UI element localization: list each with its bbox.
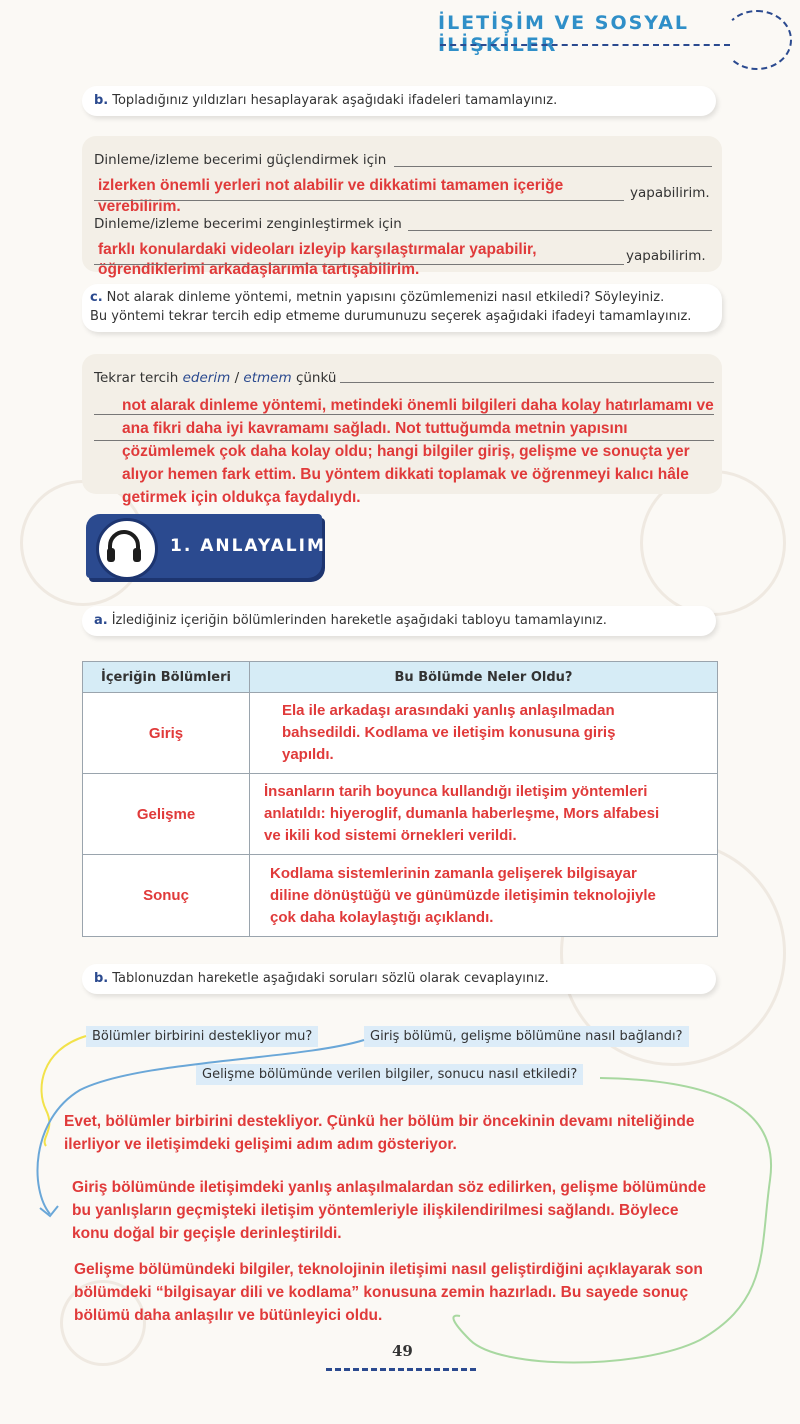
instruction-text: Tablonuzdan hareketle aşağıdaki soruları sözlü olarak cevaplayınız.	[112, 971, 549, 986]
answer-line	[94, 264, 624, 265]
instruction-b-questions	[82, 964, 716, 994]
instruction-a	[82, 606, 716, 636]
description-line: yapıldı.	[282, 746, 334, 763]
table-row	[83, 774, 718, 855]
option-separator: /	[234, 370, 240, 386]
answer-line-text: Evet, bölümler birbirini destekliyor. Çünkü her bölüm bir öncekinin devamı niteliğinde	[64, 1113, 695, 1130]
instruction-text-1: Not alarak dinleme yöntemi, metnin yapısını çözümlemenizi nasıl etkiledi? Söyleyiniz.	[106, 290, 665, 305]
footer-dashed-line	[326, 1368, 476, 1371]
section-name: Gelişme	[83, 774, 250, 855]
column-header: İçeriğin Bölümleri	[83, 662, 250, 693]
answer-line-text: ilerliyor ve iletişimdeki gelişimi adım adım gösteriyor.	[64, 1136, 457, 1153]
answer-line-text: konu doğal bir geçişle derinleştirildi.	[72, 1225, 342, 1242]
section-description	[250, 774, 718, 855]
section-description	[250, 855, 718, 937]
headphones-icon	[96, 518, 158, 580]
answer-reason-line: çözümlemek çok daha kolay oldu; hangi bilgiler giriş, gelişme ve sonuçta yer	[122, 443, 690, 460]
answer-line-text: bölümdeki “bilgisayar dili ve kodlama” konusuna zemin hazırladı. Bu sayede sonuç	[74, 1284, 689, 1301]
answer-intro-link	[72, 1176, 706, 1245]
item-label: a.	[94, 613, 108, 628]
option-etmem[interactable]: etmem	[243, 370, 292, 386]
answer-reason-line: ana fikri daha iyi kavramamı sağladı. Not tuttuğumda metnin yapısını	[122, 420, 628, 437]
prompt-enrich: Dinleme/izleme becerimi zenginleştirmek için	[94, 216, 402, 232]
instruction-b-stars	[82, 86, 716, 116]
item-label: b.	[94, 93, 109, 108]
item-label: b.	[94, 971, 109, 986]
section-description	[250, 693, 718, 774]
question-intro-link: Giriş bölümü, gelişme bölümüne nasıl bağlandı?	[364, 1026, 689, 1047]
description-line: çok daha kolaylaştığı açıklandı.	[270, 908, 494, 926]
question-development-effect: Gelişme bölümünde verilen bilgiler, sonucu nasıl etkiledi?	[196, 1064, 583, 1085]
table-row	[83, 693, 718, 774]
description-line: Ela ile arkadaşı arasındaki yanlış anlaşılmadan	[282, 702, 615, 719]
answer-enrich-b: öğrendiklerimi arkadaşlarımla tartışabilirim.	[98, 261, 420, 278]
answer-line	[394, 166, 712, 167]
prompt-strengthen: Dinleme/izleme becerimi güçlendirmek için	[94, 152, 387, 168]
description-line: ve ikili kod sistemi örnekleri verildi.	[264, 827, 517, 844]
item-label: c.	[90, 290, 103, 305]
instruction-text-2: Bu yöntemi tekrar tercih edip etmeme durumunuzu seçerek aşağıdaki ifadeyi tamamlayınız.	[90, 309, 692, 324]
prompt-prefix: Tekrar tercih	[94, 370, 179, 386]
description-line: bahsedildi. Kodlama ve iletişim konusuna giriş	[282, 724, 616, 741]
prompt-choice	[94, 370, 336, 386]
table-header-row	[83, 662, 718, 693]
answer-line	[408, 230, 712, 231]
answer-reason	[122, 394, 762, 509]
option-ederim[interactable]: ederim	[182, 370, 231, 386]
instruction-c	[82, 284, 722, 332]
description-line: İnsanların tarih boyunca kullandığı iletişim yöntemleri	[264, 783, 648, 800]
column-header: Bu Bölümde Neler Oldu?	[250, 662, 718, 693]
page-number: 49	[392, 1342, 413, 1360]
answer-strengthen-a: izlerken önemli yerleri not alabilir ve dikkatimi tamamen içeriğe	[98, 177, 564, 194]
suffix-strengthen: yapabilirim.	[630, 185, 710, 201]
section-name: Giriş	[83, 693, 250, 774]
description-line: anlatıldı: hiyeroglif, dumanla haberleşme, Mors alfabesi	[264, 805, 660, 822]
answer-line-text: Gelişme bölümündeki bilgiler, teknolojinin iletişimi nasıl geliştirdiğini açıklayarak son	[74, 1261, 703, 1278]
answer-reason-line: alıyor hemen fark ettim. Bu yöntem dikkati toplamak ve öğrenmeyi kalıcı hâle	[122, 466, 689, 483]
table-row	[83, 855, 718, 937]
description-line: Kodlama sistemlerinin zamanla gelişerek bilgisayar	[270, 864, 637, 882]
question-support: Bölümler birbirini destekliyor mu?	[86, 1026, 318, 1047]
answer-line-text: bu yanlışların geçmişteki iletişim yöntemleriyle ilişkilendirilmesi sağlandı. Böylece	[72, 1202, 679, 1219]
suffix-enrich: yapabilirim.	[626, 248, 706, 264]
answer-line	[94, 200, 624, 201]
description-line: diline dönüştüğü ve günümüzde iletişimin teknolojiyle	[270, 886, 656, 904]
answer-reason-line: getirmek için oldukça faydalıydı.	[122, 489, 361, 506]
answer-strengthen-b: verebilirim.	[98, 198, 181, 215]
answer-line-text: Giriş bölümünde iletişimdeki yanlış anlaşılmalardan söz edilirken, gelişme bölümünde	[72, 1179, 706, 1196]
sections-table	[82, 661, 718, 937]
answer-enrich-a: farklı konulardaki videoları izleyip karşılaştırmalar yapabilir,	[98, 241, 537, 258]
header-dashed-loop	[722, 10, 792, 70]
section-title: 1. ANLAYALIM	[170, 536, 326, 556]
prompt-suffix: çünkü	[295, 370, 337, 386]
answer-line	[340, 382, 714, 383]
unit-title: İLETİŞİM VE SOSYAL İLİŞKİLER	[438, 12, 690, 56]
answer-reason-line: not alarak dinleme yöntemi, metindeki önemli bilgileri daha kolay hatırlamamı ve	[122, 397, 714, 414]
answer-development-effect	[74, 1258, 703, 1327]
answer-support	[64, 1110, 694, 1156]
section-name: Sonuç	[83, 855, 250, 937]
instruction-text: İzlediğiniz içeriğin bölümlerinden hareketle aşağıdaki tabloyu tamamlayınız.	[111, 613, 607, 628]
instruction-text: Topladığınız yıldızları hesaplayarak aşağıdaki ifadeleri tamamlayınız.	[112, 93, 558, 108]
header-dashed-line	[440, 44, 730, 46]
answer-line-text: bölümü daha anlaşılır ve bütünleyici oldu.	[74, 1307, 383, 1324]
